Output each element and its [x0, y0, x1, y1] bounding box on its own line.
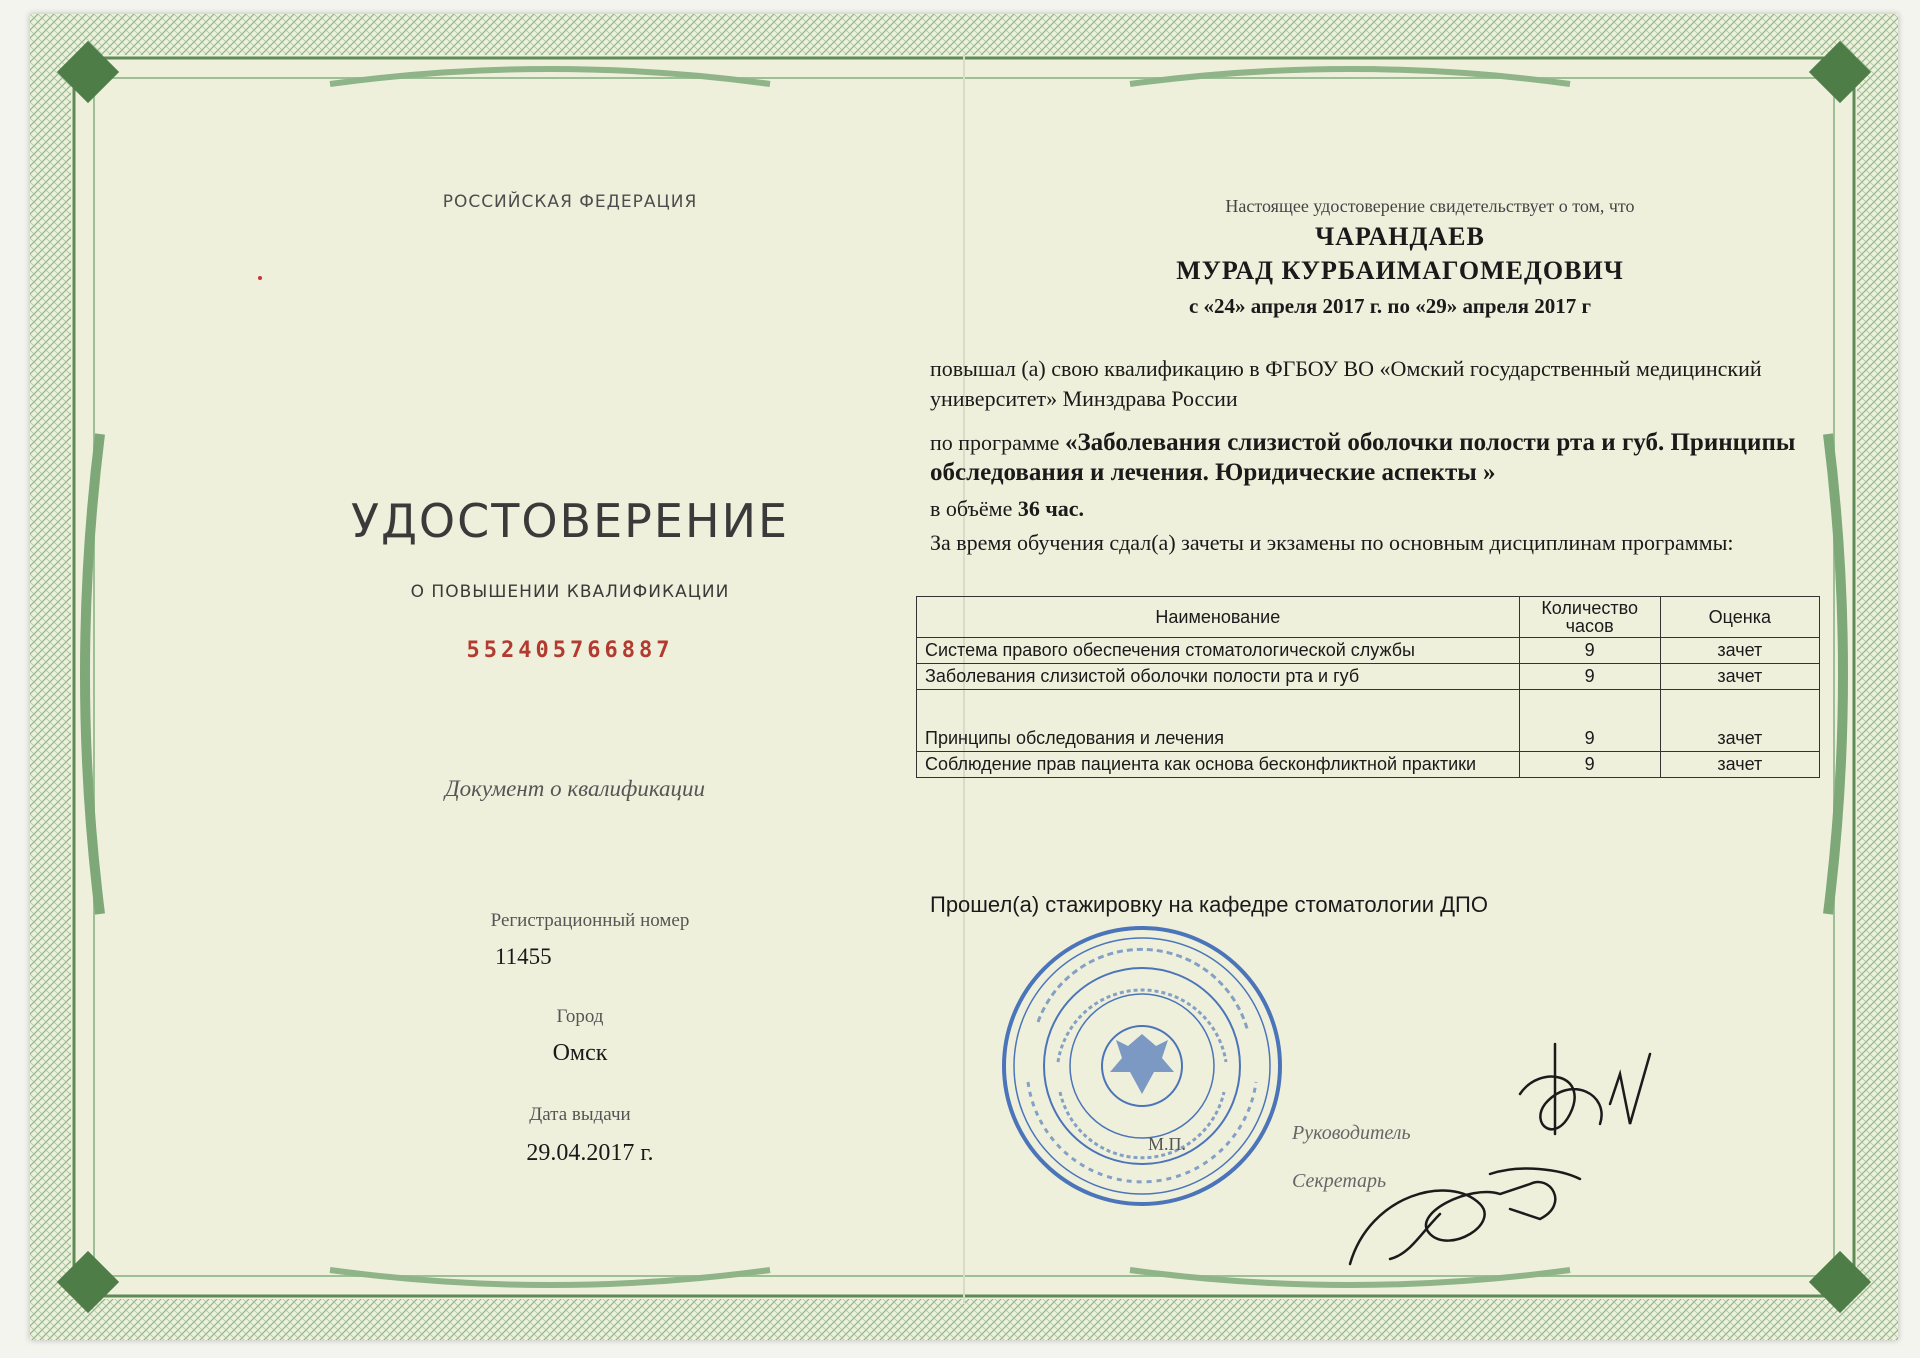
discipline-name: Принципы обследования и лечения — [917, 690, 1520, 752]
discipline-name: Система правого обеспечения стоматологической службы — [917, 638, 1520, 664]
table-row — [917, 638, 1820, 664]
discipline-hours: 9 — [1519, 638, 1660, 664]
training-period: с «24» апреля 2017 г. по «29» апреля 2017 г — [1188, 294, 1592, 318]
document-type: Документ о квалификации — [444, 776, 706, 801]
official-seal-icon — [998, 922, 1286, 1210]
discipline-hours: 9 — [1519, 752, 1660, 778]
exams-text: За время обучения сдал(а) зачеты и экзамены по основным дисциплинам программы: — [930, 530, 1734, 555]
header-grade: Оценка — [1660, 597, 1819, 638]
program-prefix: по программе — [930, 430, 1060, 455]
certificate-title: УДОСТОВЕРЕНИЕ — [350, 494, 790, 548]
discipline-grade: зачет — [1660, 664, 1819, 690]
discipline-hours: 9 — [1519, 690, 1660, 752]
issue-date-value: 29.04.2017 г. — [526, 1140, 654, 1166]
internship-text: Прошел(а) стажировку на кафедре стоматологии ДПО — [930, 892, 1488, 917]
table-row — [917, 690, 1820, 752]
header-hours: Количество часов — [1519, 597, 1660, 638]
volume-hours: 36 час. — [1017, 496, 1085, 521]
city-value: Омск — [552, 1040, 608, 1066]
secretary-label: Секретарь — [1292, 1170, 1387, 1192]
certificate-sheet — [30, 14, 1898, 1340]
program-line — [930, 428, 1890, 488]
discipline-grade: зачет — [1660, 752, 1819, 778]
table-header-row — [917, 597, 1820, 638]
head-label: Руководитель — [1292, 1122, 1411, 1144]
discipline-name: Соблюдение прав пациента как основа бесконфликтной практики — [917, 752, 1520, 778]
certificate-subtitle: О ПОВЫШЕНИИ КВАЛИФИКАЦИИ — [410, 582, 730, 602]
issue-date-label: Дата выдачи — [529, 1104, 631, 1125]
header-name: Наименование — [917, 597, 1520, 638]
volume-prefix: в объёме — [930, 496, 1013, 521]
discipline-hours: 9 — [1519, 664, 1660, 690]
table-row — [917, 664, 1820, 690]
holder-name: МУРАД КУРБАИМАГОМЕДОВИЧ — [1176, 256, 1624, 285]
registration-label: Регистрационный номер — [490, 910, 690, 931]
serial-number: 552405766887 — [466, 638, 674, 663]
signature-icon — [1330, 1034, 1670, 1274]
disciplines-table — [916, 596, 1820, 778]
registration-number: 11455 — [495, 944, 552, 969]
discipline-name: Заболевания слизистой оболочки полости рта и губ — [917, 664, 1520, 690]
city-label: Город — [556, 1006, 604, 1027]
holder-surname: ЧАРАНДАЕВ — [1315, 222, 1485, 251]
stamp-mark: М.П. — [1148, 1134, 1187, 1154]
discipline-grade: зачет — [1660, 638, 1819, 664]
table-row — [917, 752, 1820, 778]
country-label: РОССИЙСКАЯ ФЕДЕРАЦИЯ — [442, 192, 698, 212]
volume-line — [930, 494, 1890, 524]
attestation-text: Настоящее удостоверение свидетельствует о том, что — [1225, 196, 1635, 216]
ink-dot — [258, 276, 262, 280]
qualification-text: повышал (а) свою квалификацию в ФГБОУ ВО «Омский государственный медицинский университет» Минздрава России — [930, 356, 1762, 411]
discipline-grade: зачет — [1660, 690, 1819, 752]
program-name: «Заболевания слизистой оболочки полости рта и губ. Принципы обследования и лечения. Юридические аспекты » — [930, 429, 1796, 486]
